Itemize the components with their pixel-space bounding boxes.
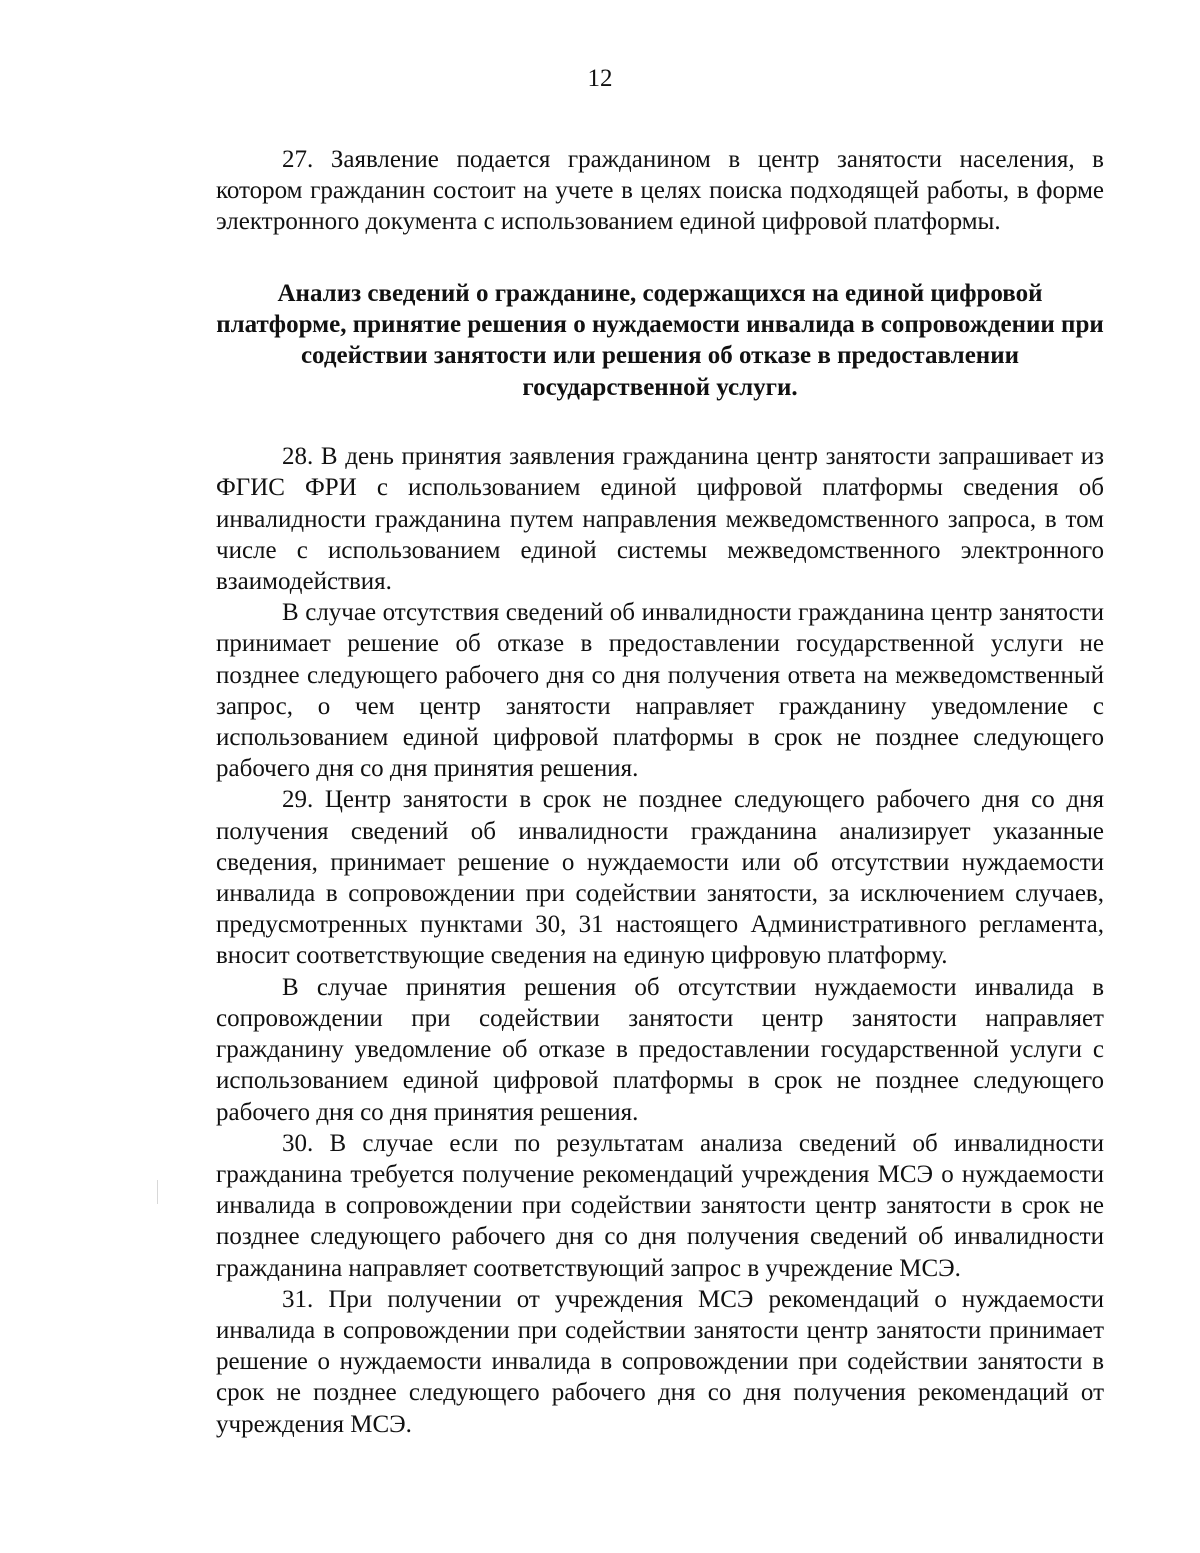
paragraph-28-continuation: В случае отсутствия сведений об инвалидности гражданина центр занятости принимает решение об отказе в предоставлении государственной услуги не позднее следующего рабочего дня со дня получения ответа на межведомственный запрос, о чем центр занятости направляет гражданину уведомление с использованием единой цифровой платформы в срок не позднее следующего рабочего дня со дня принятия решения. (216, 599, 1104, 783)
paragraph-29-continuation: В случае принятия решения об отсутствии нуждаемости инвалида в сопровождении при содействии занятости центр занятости направляет гражданину уведомление об отказе в предоставлении государственной услуги с использованием единой цифровой платформы в срок не позднее следующего рабочего дня со дня принятия решения. (216, 973, 1104, 1126)
page-number: 12 (587, 65, 613, 92)
paragraph-30: 30. В случае если по результатам анализа сведений об инвалидности гражданина требуется получение рекомендаций учреждения МСЭ о нуждаемости инвалида в сопровождении при содействии занятости центр занятости в срок не позднее следующего рабочего дня со дня получения сведений об инвалидности гражданина направляет соответствующий запрос в учреждение МСЭ. (216, 1129, 1104, 1282)
scan-artifact (157, 1180, 158, 1204)
paragraph-27: 27. Заявление подается гражданином в центр занятости населения, в котором гражданин состоит на учете в целях поиска подходящей работы, в форме электронного документа с использованием единой цифровой платформы. (216, 146, 1104, 236)
paragraph-31: 31. При получении от учреждения МСЭ рекомендаций о нуждаемости инвалида в сопровождении при содействии занятости центр занятости принимает решение о нуждаемости инвалида в сопровождении при содействии занятости в срок не позднее следующего рабочего дня со дня получения рекомендаций от учреждения МСЭ. (216, 1285, 1104, 1438)
paragraph-29: 29. Центр занятости в срок не позднее следующего рабочего дня со дня получения сведений об инвалидности гражданина анализирует указанные сведения, принимает решение о нуждаемости или об отсутствии нуждаемости инвалида в сопровождении при содействии занятости, за исключением случаев, предусмотренных пунктами 30, 31 настоящего Административного регламента, вносит соответствующие сведения на единую цифровую платформу. (216, 786, 1104, 970)
document-body (216, 144, 1104, 1440)
section-heading: Анализ сведений о гражданине, содержащихся на единой цифровой платформе, принятие решения о нуждаемости инвалида в сопровождении при содействии занятости или решения об отказе в предоставлении государственной услуги. (216, 279, 1104, 401)
paragraph-28: 28. В день принятия заявления гражданина центр занятости запрашивает из ФГИС ФРИ с использованием единой цифровой платформы сведения об инвалидности гражданина путем направления межведомственного запроса, в том числе с использованием единой системы межведомственного электронного взаимодействия. (216, 443, 1104, 596)
